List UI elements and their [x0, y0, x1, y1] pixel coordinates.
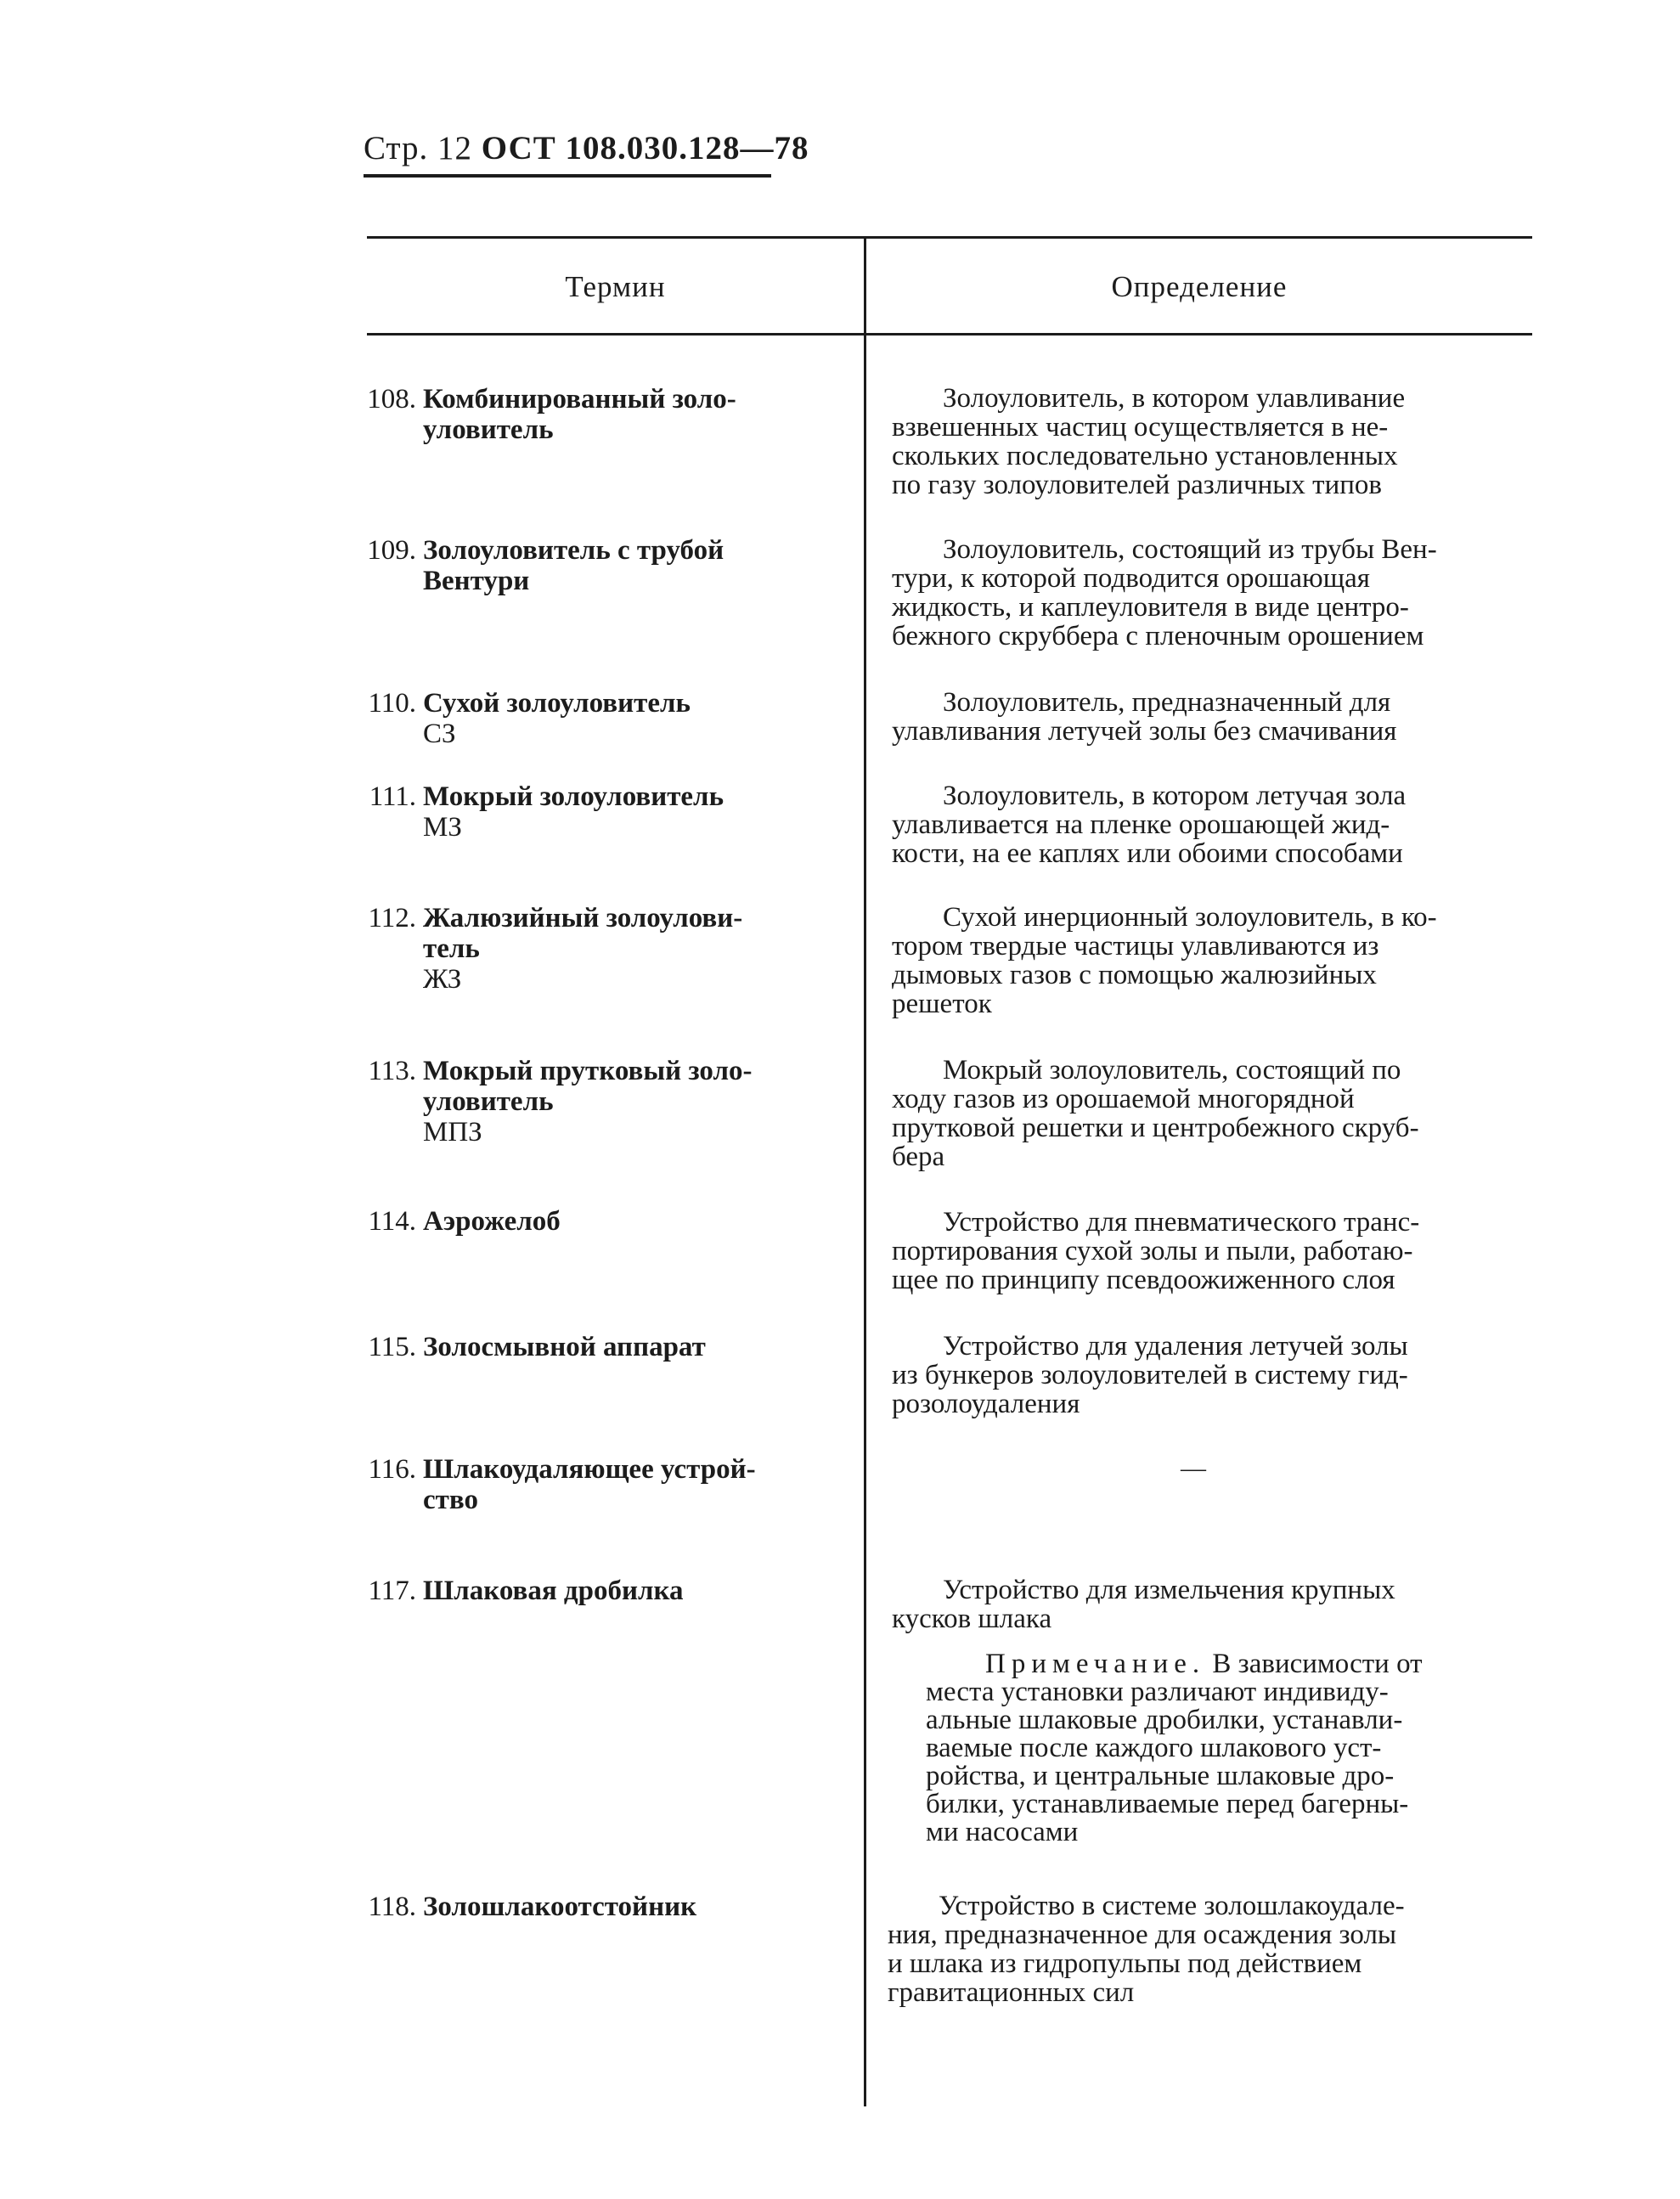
definition-line: по газу золоуловителей различных типов [892, 470, 1382, 500]
term-110 [348, 688, 815, 749]
term-number: 118. [368, 1892, 416, 1922]
definition-109 [892, 535, 1525, 651]
term-text: Комбинированный золо- [423, 384, 736, 414]
term-text: Золосмывной аппарат [423, 1332, 706, 1362]
note-first-line [926, 1650, 1520, 1678]
term-113 [348, 1056, 815, 1147]
standard-code: ОСТ 108.030.128—78 [481, 130, 809, 166]
definition-108 [892, 384, 1525, 499]
term-abbreviation: СЗ [423, 719, 456, 749]
definition-line: взвешенных частиц осуществляется в не- [892, 412, 1389, 443]
definition-line: Устройство для пневматического транс- [943, 1207, 1420, 1238]
definition-line: ходу газов из орошаемой многорядной [892, 1084, 1355, 1114]
definition-line: Сухой инерционный золоуловитель, в ко- [943, 902, 1437, 933]
note-117 [926, 1650, 1520, 1847]
term-number: 117. [368, 1576, 416, 1606]
definition-117 [892, 1576, 1525, 1633]
term-text: Жалюзийный золоулови- [423, 903, 743, 933]
definition-line: кусков шлака [892, 1604, 1052, 1634]
term-text: Вентури [423, 566, 530, 596]
definition-110 [892, 688, 1525, 746]
column-divider [864, 238, 866, 2106]
definition-line: дымовых газов с помощью жалюзийных [892, 960, 1377, 990]
definition-118 [888, 1892, 1520, 2007]
term-111 [348, 781, 815, 843]
definition-line: портирования сухой золы и пыли, работаю- [892, 1236, 1413, 1266]
term-text: Сухой золоуловитель [423, 688, 691, 719]
term-118 [348, 1892, 815, 1922]
definition-line: и шлака из гидропульпы под действием [888, 1948, 1362, 1979]
note-label: Примечание. [985, 1649, 1206, 1679]
term-text: Мокрый прутковый золо- [423, 1056, 753, 1086]
term-109 [348, 535, 815, 596]
note-line: альные шлаковые дробилки, устанавли- [926, 1705, 1403, 1735]
definition-115 [892, 1332, 1525, 1418]
term-text: Аэрожелоб [423, 1206, 561, 1237]
definition-line: ния, предназначенное для осаждения золы [888, 1920, 1397, 1950]
term-116 [348, 1454, 815, 1515]
definition-line: жидкость, и каплеуловителя в виде центро- [892, 592, 1409, 623]
term-number: 109. [367, 535, 416, 566]
term-text: Золоуловитель с трубой [423, 535, 724, 566]
term-114 [348, 1206, 815, 1237]
definition-line: Мокрый золоуловитель, состоящий по [943, 1055, 1401, 1085]
definition-113 [892, 1056, 1525, 1171]
term-abbreviation: ЖЗ [423, 964, 462, 995]
term-text: ство [423, 1485, 478, 1515]
term-text: Шлакоудаляющее устрой- [423, 1454, 756, 1485]
term-text: уловитель [423, 414, 554, 445]
term-number: 110. [368, 688, 416, 719]
note-line: В зависимости от [1212, 1649, 1423, 1679]
term-text: тель [423, 933, 480, 964]
definition-line: тором твердые частицы улавливаются из [892, 931, 1379, 961]
definition-line: щее по принципу псевдоожиженного слоя [892, 1265, 1395, 1295]
definition-line: бежного скруббера с пленочным орошением [892, 621, 1424, 651]
term-text: уловитель [423, 1086, 554, 1117]
term-abbreviation: МПЗ [423, 1117, 482, 1147]
term-number: 114. [368, 1206, 416, 1237]
term-text: Золошлакоотстойник [423, 1892, 697, 1922]
note-line: билки, устанавливаемые перед багерны- [926, 1789, 1409, 1819]
column-header-term: Термин [565, 270, 666, 303]
definition-line: Устройство для измельчения крупных [943, 1575, 1395, 1605]
term-112 [348, 903, 815, 995]
term-number: 112. [368, 903, 416, 933]
definition-line: из бункеров золоуловителей в систему гид- [892, 1360, 1408, 1390]
page-header [364, 129, 809, 167]
definition-line: кости, на ее каплях или обоими способами [892, 838, 1403, 869]
definition-111 [892, 781, 1525, 868]
definition-line: гравитационных сил [888, 1977, 1135, 2008]
definition-line: тури, к которой подводится орошающая [892, 563, 1370, 594]
table-header-rule [367, 333, 1532, 335]
definition-dash: — [1181, 1454, 1206, 1482]
definition-line: Золоуловитель, состоящий из трубы Вен- [943, 534, 1437, 565]
definition-line: прутковой решетки и центробежного скруб- [892, 1113, 1419, 1143]
term-number: 115. [368, 1332, 416, 1362]
term-text: Шлаковая дробилка [423, 1576, 684, 1606]
page-number: Стр. 12 [364, 130, 473, 166]
term-text: Мокрый золоуловитель [423, 781, 724, 812]
definition-112 [892, 903, 1525, 1018]
note-line: места установки различают индивиду- [926, 1677, 1389, 1707]
note-line: ройства, и центральные шлаковые дро- [926, 1761, 1395, 1791]
definition-114 [892, 1208, 1525, 1294]
term-115 [348, 1332, 815, 1362]
definition-line: решеток [892, 989, 992, 1019]
term-abbreviation: МЗ [423, 812, 462, 843]
definition-line: Золоуловитель, в котором улавливание [943, 383, 1406, 414]
definition-line: бера [892, 1142, 945, 1172]
note-line: ваемые после каждого шлакового уст- [926, 1733, 1382, 1763]
term-number: 108. [367, 384, 416, 414]
table-top-rule [367, 236, 1532, 239]
definition-line: Золоуловитель, предназначенный для [943, 687, 1391, 718]
term-number: 111. [369, 781, 416, 812]
note-line: ми насосами [926, 1817, 1079, 1847]
definition-line: скольких последовательно установленных [892, 441, 1398, 471]
definition-line: улавливается на пленке орошающей жид- [892, 809, 1390, 840]
term-number: 116. [368, 1454, 416, 1485]
definition-line: Устройство для удаления летучей золы [943, 1331, 1408, 1362]
definition-line: Золоуловитель, в котором летучая зола [943, 781, 1407, 811]
term-number: 113. [368, 1056, 416, 1086]
definition-line: розолоудаления [892, 1389, 1080, 1419]
header-underline [364, 174, 771, 178]
term-117 [348, 1576, 815, 1606]
definition-line: Устройство в системе золошлакоудале- [939, 1891, 1405, 1921]
definition-line: улавливания летучей золы без смачивания [892, 716, 1397, 747]
term-108 [348, 384, 815, 445]
column-header-definition: Определение [1111, 270, 1288, 303]
